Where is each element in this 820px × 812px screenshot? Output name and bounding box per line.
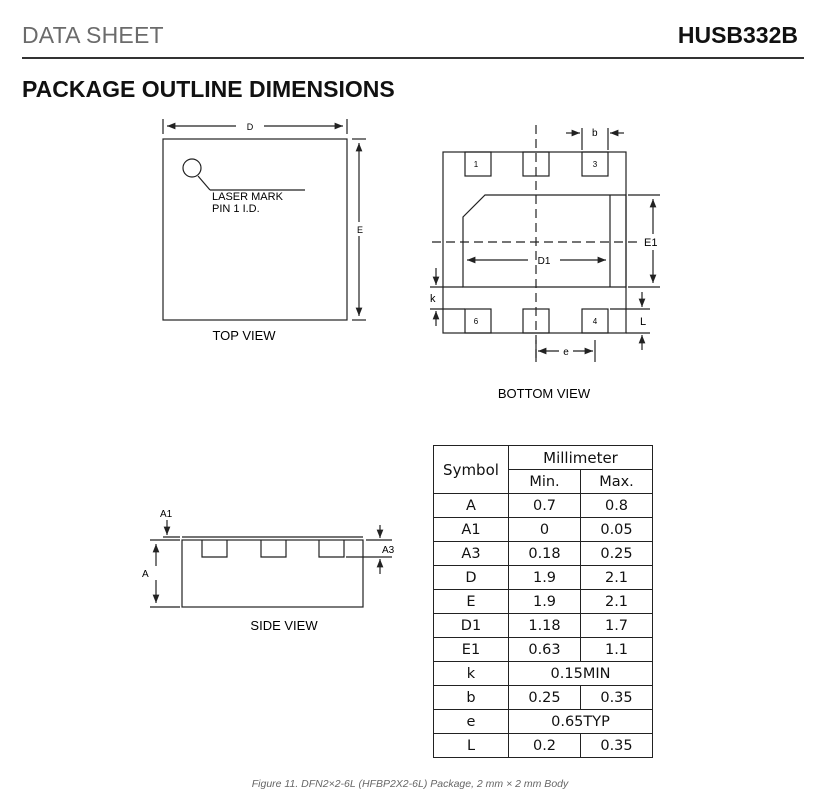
dim-d1-label: D1 xyxy=(537,256,551,267)
top-view-body xyxy=(163,139,347,320)
side-view-body xyxy=(182,540,363,607)
max-cell: 0.25 xyxy=(581,542,653,566)
header-part-number: HUSB332B xyxy=(677,22,798,48)
laser-mark-leader xyxy=(198,176,210,190)
symbol-cell: D1 xyxy=(434,614,509,638)
side-lead-3 xyxy=(319,540,344,557)
header-doc-type: DATA SHEET xyxy=(22,22,164,48)
pin-6-label: 6 xyxy=(473,317,479,326)
table-row xyxy=(434,590,653,614)
top-view xyxy=(163,119,366,320)
pin-1-label: 1 xyxy=(473,160,479,169)
min-cell: 1.9 xyxy=(509,590,581,614)
table-row xyxy=(434,494,653,518)
max-cell: 0.8 xyxy=(581,494,653,518)
symbol-cell: k xyxy=(434,662,509,686)
table-row xyxy=(434,686,653,710)
table-row xyxy=(434,566,653,590)
symbol-cell: E1 xyxy=(434,638,509,662)
symbol-cell: e xyxy=(434,710,509,734)
dim-l-label: L xyxy=(640,316,647,328)
min-cell: 0.7 xyxy=(509,494,581,518)
dim-a-label: A xyxy=(142,569,149,580)
max-cell: 0.35 xyxy=(581,686,653,710)
dimension-table xyxy=(433,445,653,758)
symbol-cell: D xyxy=(434,566,509,590)
symbol-cell: A xyxy=(434,494,509,518)
dim-a3-label: A3 xyxy=(382,545,395,556)
min-cell: 0.18 xyxy=(509,542,581,566)
pin-3-label: 3 xyxy=(592,160,598,169)
dim-e1-label: E1 xyxy=(644,237,658,249)
table-row xyxy=(434,614,653,638)
symbol-cell: E xyxy=(434,590,509,614)
exposed-pad xyxy=(463,195,626,287)
bottom-view xyxy=(430,125,660,362)
symbol-cell: A1 xyxy=(434,518,509,542)
dim-e-label: E xyxy=(357,225,364,235)
min-cell: 0.63 xyxy=(509,638,581,662)
pin-4-label: 4 xyxy=(592,317,598,326)
table-row xyxy=(434,662,653,686)
min-header: Min. xyxy=(509,470,581,494)
table-row xyxy=(434,734,653,758)
side-view-caption: SIDE VIEW xyxy=(250,618,318,633)
bottom-view-caption: BOTTOM VIEW xyxy=(497,386,591,401)
min-cell: 0 xyxy=(509,518,581,542)
symbol-header: Symbol xyxy=(434,446,509,494)
max-cell: 2.1 xyxy=(581,590,653,614)
dim-a1-label: A1 xyxy=(160,509,173,520)
max-cell: 0.35 xyxy=(581,734,653,758)
top-view-caption: TOP VIEW xyxy=(212,328,276,343)
table-header-row xyxy=(434,446,653,470)
pin1-marker xyxy=(183,159,201,177)
min-cell: 0.2 xyxy=(509,734,581,758)
side-lead-1 xyxy=(202,540,227,557)
dim-d-label: D xyxy=(246,122,254,132)
figure-caption: Figure 11. DFN2×2-6L (HFBP2X2-6L) Package, 2 mm × 2 mm Body xyxy=(251,778,569,790)
max-cell: 2.1 xyxy=(581,566,653,590)
side-view xyxy=(150,520,392,607)
pin1-id-text: PIN 1 I.D. xyxy=(212,203,260,215)
max-cell: 1.1 xyxy=(581,638,653,662)
max-cell: 0.05 xyxy=(581,518,653,542)
symbol-cell: L xyxy=(434,734,509,758)
min-cell: 1.9 xyxy=(509,566,581,590)
max-header: Max. xyxy=(581,470,653,494)
unit-header: Millimeter xyxy=(509,446,653,470)
table-row xyxy=(434,542,653,566)
table-row xyxy=(434,518,653,542)
dim-k-label: k xyxy=(430,293,436,305)
side-lead-2 xyxy=(261,540,286,557)
symbol-cell: b xyxy=(434,686,509,710)
max-cell: 1.7 xyxy=(581,614,653,638)
dim-e-pitch-label: e xyxy=(563,347,569,358)
dim-b-label: b xyxy=(592,128,598,139)
table-row xyxy=(434,710,653,734)
min-cell: 0.25 xyxy=(509,686,581,710)
symbol-cell: A3 xyxy=(434,542,509,566)
table-row xyxy=(434,638,653,662)
merged-value-cell: 0.15MIN xyxy=(509,662,653,686)
laser-mark-text: LASER MARK xyxy=(212,191,283,203)
section-title: PACKAGE OUTLINE DIMENSIONS xyxy=(22,76,395,102)
merged-value-cell: 0.65TYP xyxy=(509,710,653,734)
min-cell: 1.18 xyxy=(509,614,581,638)
